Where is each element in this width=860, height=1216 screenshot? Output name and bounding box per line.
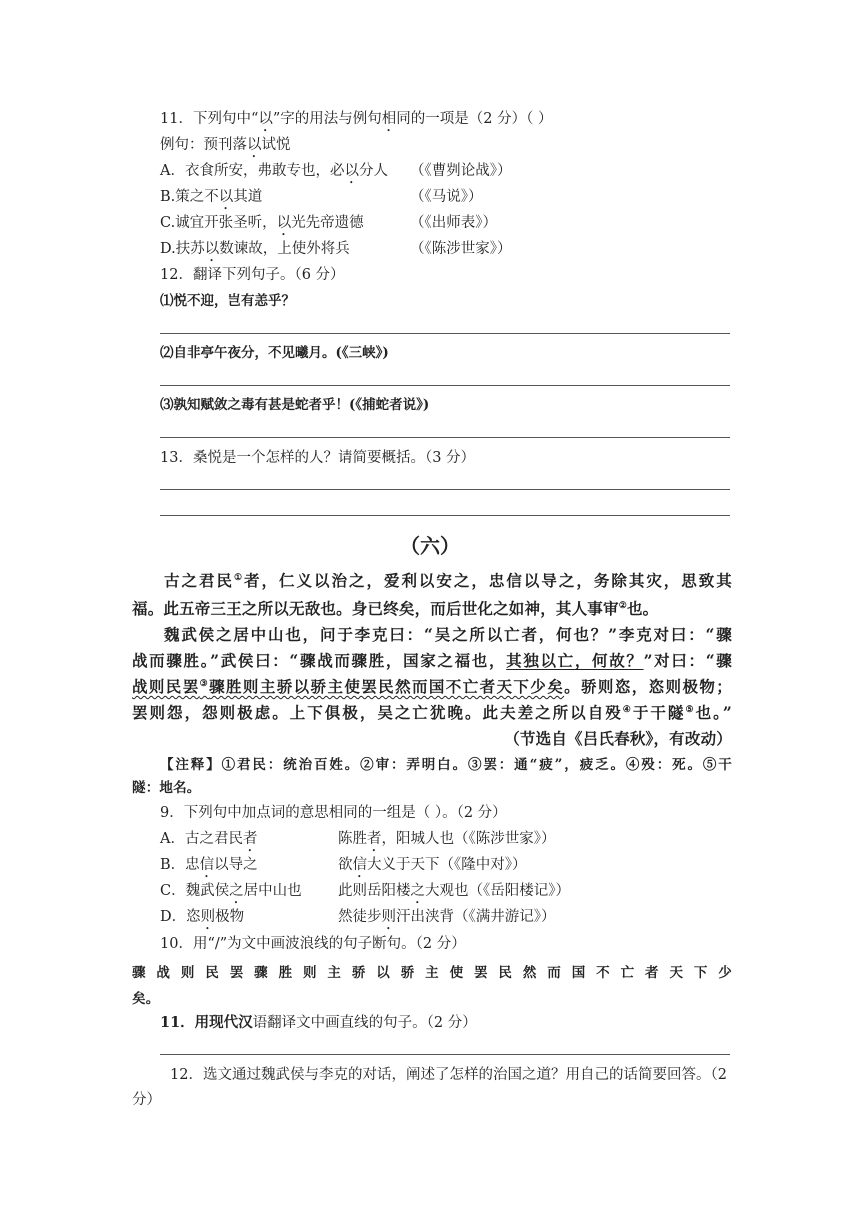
passage-p2-line4: 罢则怨，怨则极虑。上下俱极，吴之亡犹晚。此夫差之所以自殁④于干隧⑤也。” bbox=[132, 703, 732, 722]
passage-p2-line3: 战则民罢③骤胜则主骄以骄主使罢民然而国不亡者天下少矣。骄则恣，恣则极物； bbox=[132, 677, 732, 696]
passage-p2-line1: 魏武侯之居中山也，问于李克曰：“吴之所以亡者，何也？”李克对曰：“骤 bbox=[164, 625, 732, 644]
q11-option-b: B.策之不以其道 （《马说》） bbox=[160, 189, 483, 205]
answer-line-q12-1[interactable] bbox=[160, 333, 730, 334]
annotation-line2: 隧：地名。 bbox=[132, 780, 201, 796]
q11-stem: 11．下列句中“以”字的用法与例句相同的一项是（2 分）（ ） bbox=[160, 111, 553, 127]
annotation-line1: 【注释】①君民：统治百姓。②审：弄明白。③罢：通“疲”，疲乏。④殁：死。⑤干 bbox=[160, 757, 732, 773]
q11-option-a: A．衣食所安，弗敢专也，必以分人 （《曹刿论战》） bbox=[160, 163, 512, 179]
passage-source: （节选自《吕氏春秋》，有改动） bbox=[504, 729, 732, 748]
passage-p1-line2: 福。此五帝三王之所以无敌也。身已终矣，而后世化之如神，其人事审②也。 bbox=[132, 599, 659, 618]
passage-p2-line2: 战而骤胜。”武侯曰：“骤战而骤胜，国家之福也，其独以亡，何故？”对曰：“骤 bbox=[132, 651, 732, 670]
q11-option-c: C.诚宜开张圣听，以光先帝遗德 （《出师表》） bbox=[160, 215, 497, 231]
q9-option-c: C．魏武侯之居中山也 此则岳阳楼之大观也（《岳阳楼记》） bbox=[160, 883, 570, 899]
q11b-stem: 11．用现代汉语翻译文中画直线的句子。（2 分） bbox=[160, 1014, 477, 1031]
q9-stem: 9．下列句中加点词的意思相同的一组是（ ）。（2 分） bbox=[160, 805, 507, 821]
q12-sentence-3: ⑶孰知赋敛之毒有甚是蛇者乎！(《捕蛇者说》) bbox=[160, 397, 430, 413]
q10-sentence-line2: 矣。 bbox=[132, 991, 160, 1007]
answer-line-q13-2[interactable] bbox=[160, 515, 730, 516]
q10-stem: 10．用“/”为文中画波浪线的句子断句。（2 分） bbox=[160, 936, 466, 952]
q12b-stem-line2: 分） bbox=[132, 1092, 161, 1108]
q9-option-b: B．忠信以导之 欲信大义于天下（《隆中对》） bbox=[160, 857, 527, 873]
q12-stem: 12．翻译下列句子。（6 分） bbox=[160, 267, 345, 283]
straight-underlined-sentence: 其独以亡，何故？ bbox=[506, 651, 644, 670]
q9-option-a: A．古之君民者 陈胜者，阳城人也（《陈涉世家》） bbox=[160, 831, 556, 847]
answer-line-q12-2[interactable] bbox=[160, 385, 730, 386]
q12b-stem-line1: 12．选文通过魏武侯与李克的对话，阐述了怎样的治国之道？用自己的话简要回答。（2 bbox=[170, 1067, 727, 1083]
answer-line-q13-1[interactable] bbox=[160, 489, 730, 490]
q11-example: 例句：预刊落以试悦 bbox=[160, 137, 291, 153]
q13-stem: 13．桑悦是一个怎样的人？请简要概括。（3 分） bbox=[160, 450, 476, 466]
q11-option-d: D.扶苏以数谏故，上使外将兵 （《陈涉世家》） bbox=[160, 241, 512, 257]
answer-line-q12-3[interactable] bbox=[160, 437, 730, 438]
q9-option-d: D．恣则极物 然徒步则汗出浃背（《满井游记》） bbox=[160, 909, 556, 925]
wavy-underlined-sentence: 战则民罢③骤胜则主骄以骄主使罢民然而国不亡者天下少矣 bbox=[132, 677, 565, 696]
q10-sentence-line1: 骤战则民罢骤胜则主骄以骄主使罢民然而国不亡者天下少 bbox=[132, 965, 732, 981]
passage-p1-line1: 古之君民①者，仁义以治之，爱利以安之，忠信以导之，务除其灾，思致其 bbox=[164, 571, 732, 590]
answer-line-q11b[interactable] bbox=[160, 1054, 730, 1055]
q12-sentence-2: ⑵自非亭午夜分，不见曦月。(《三峡》) bbox=[160, 345, 389, 361]
section-title: （六） bbox=[400, 534, 460, 558]
q12-sentence-1: ⑴悦不迎，岂有恙乎？ bbox=[160, 293, 295, 309]
